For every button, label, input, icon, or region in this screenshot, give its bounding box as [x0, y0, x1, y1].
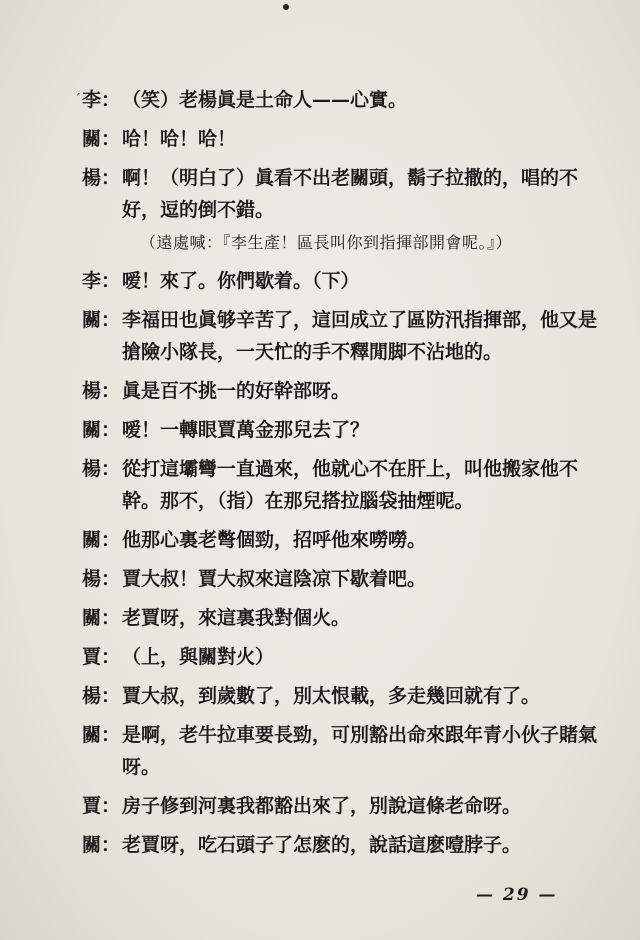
dialogue-text: 眞是百不挑一的好幹部呀。 [122, 380, 351, 402]
dialogue-text: 啊！（明白了）眞看不出老關頭，鬍子拉撒的，唱的不好，逗的倒不錯。 [122, 167, 579, 221]
top-ink-dot [283, 4, 289, 10]
dialogue-line [82, 375, 602, 407]
dialogue-line [82, 563, 602, 595]
dialogue-line [82, 453, 602, 517]
dialogue-line [82, 265, 602, 297]
dialogue-text: （上，與關對火） [122, 646, 275, 668]
dialogue-text: 嗳！來了。你們歇着。（下） [122, 270, 360, 292]
speaker-label: 關： [82, 128, 121, 150]
dialogue-line [82, 790, 602, 822]
dialogue-text: 從打這壩彎一直過來，他就心不在肝上，叫他搬家他不幹。那不，（指）在那兒搭拉腦袋抽煙呢。 [122, 458, 579, 512]
speaker-label: 賈： [82, 646, 121, 668]
dialogue-text: 他那心裏老彆個勁，招呼他來嘮嘮。 [122, 529, 427, 551]
speaker-label: 關： [82, 529, 121, 551]
dialogue-line [82, 304, 602, 368]
speaker-label: 關： [82, 607, 121, 629]
play-script [82, 84, 602, 861]
speaker-label: 楊： [82, 685, 121, 707]
dialogue-line [82, 602, 602, 634]
dialogue-line [82, 162, 602, 226]
dialogue-line [82, 680, 602, 712]
speaker-label: 關： [82, 309, 121, 331]
speaker-label: 李： [82, 270, 121, 292]
dialogue-text: 賈大叔，到歲數了，別太恨載，多走幾回就有了。 [122, 685, 541, 707]
dialogue-text: 房子修到河裏我都豁出來了，別說這條老命呀。 [122, 795, 522, 817]
speaker-label: 關： [82, 419, 121, 441]
dialogue-line [82, 84, 602, 116]
dialogue-text: 老賈呀，吃石頭子了怎麽的，說話這麽噎脖子。 [122, 834, 522, 856]
stage-direction: （遠處喊：『李生產！區長叫你到指揮部開會呢。』） [140, 233, 513, 252]
speaker-label: 楊： [82, 167, 121, 189]
speaker-label: 關： [82, 724, 121, 746]
dialogue-text: （笑）老楊眞是土命人——心實。 [122, 89, 408, 111]
speaker-label: 楊： [82, 380, 121, 402]
dialogue-line [82, 123, 602, 155]
dialogue-text: 李福田也眞够辛苦了，這回成立了區防汛指揮部，他又是搶險小隊長，一天忙的手不釋閒脚不沾地的。 [122, 309, 598, 363]
speaker-label: 楊： [82, 458, 121, 480]
dialogue-line [82, 829, 602, 861]
speaker-label: 楊： [82, 568, 121, 590]
speaker-label: 李： [82, 89, 121, 111]
dialogue-line [82, 524, 602, 556]
page-number: — 29 — [476, 885, 558, 905]
dialogue-line [82, 414, 602, 446]
dialogue-line [82, 719, 602, 783]
dialogue-text: 哈！哈！哈！ [122, 128, 237, 150]
speaker-label: 關： [82, 834, 121, 856]
dialogue-text: 賈大叔！賈大叔來這陰凉下歇着吧。 [122, 568, 427, 590]
dialogue-text: 嗳！一轉眼賈萬金那兒去了？ [122, 419, 370, 441]
dialogue-line [82, 641, 602, 673]
margin-tick: ˊ [74, 92, 81, 108]
dialogue-text: 老賈呀，來這裏我對個火。 [122, 607, 351, 629]
speaker-label: 賈： [82, 795, 121, 817]
dialogue-text: 是啊，老牛拉車要長勁，可別豁出命來跟年青小伙子賭氣呀。 [122, 724, 598, 778]
